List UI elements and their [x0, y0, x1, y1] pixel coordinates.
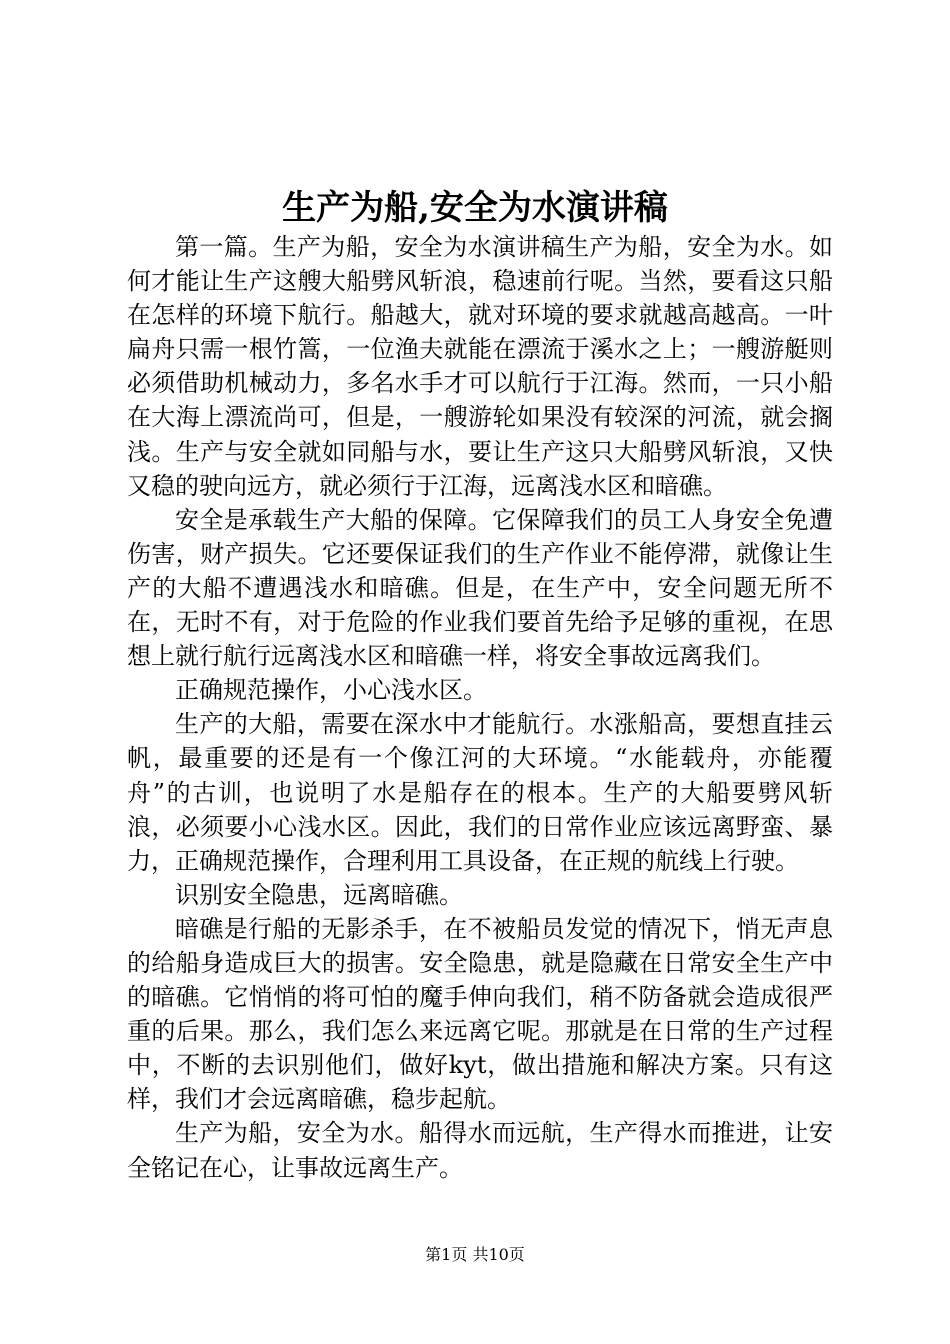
paragraph: 第一篇。生产为船，安全为水演讲稿生产为船，安全为水。如何才能让生产这艘大船劈风斩浪，稳速前行呢。当然，要看这只船在怎样的环境下航行。船越大，就对环境的要求就越高越高。一叶扁舟只需一根竹篙，一位渔夫就能在漂流于溪水之上；一艘游艇则必须借助机械动力，多名水手才可以航行于江海。然而，一只小船在大海上漂流尚可，但是，一艘游轮如果没有较深的河流，就会搁浅。生产与安全就如同船与水，要让生产这只大船劈风斩浪，又快又稳的驶向远方，就必须行于江海，远离浅水区和暗礁。	[127, 233, 833, 500]
document-body	[127, 230, 833, 1185]
paragraph: 正确规范操作，小心浅水区。	[175, 676, 487, 705]
document-title: 生产为船,安全为水演讲稿	[282, 188, 668, 228]
page-number-footer: 第1页 共10页	[425, 1245, 525, 1264]
paragraph: 安全是承载生产大船的保障。它保障我们的员工人身安全免遭伤害，财产损失。它还要保证我们的生产作业不能停滞，就像让生产的大船不遭遇浅水和暗礁。但是，在生产中，安全问题无所不在，无时不有，对于危险的作业我们要首先给予足够的重视，在思想上就行航行远离浅水区和暗礁一样，将安全事故远离我们。	[127, 505, 833, 671]
paragraph: 生产为船，安全为水。船得水而远航，生产得水而推进，让安全铭记在心，让事故远离生产。	[127, 1119, 833, 1182]
paragraph: 识别安全隐患，远离暗礁。	[175, 880, 463, 909]
paragraph: 生产的大船，需要在深水中才能航行。水涨船高，要想直挂云帆，最重要的还是有一个像江河的大环境。“水能载舟，亦能覆舟”的古训，也说明了水是船存在的根本。生产的大船要劈风斩浪，必须要小心浅水区。因此，我们的日常作业应该远离野蛮、暴力，正确规范操作，合理利用工具设备，在正规的航线上行驶。	[127, 710, 833, 875]
paragraph: 暗礁是行船的无影杀手，在不被船员发觉的情况下，悄无声息的给船身造成巨大的损害。安全隐患，就是隐藏在日常安全生产中的暗礁。它悄悄的将可怕的魔手伸向我们，稍不防备就会造成很严重的后果。那么，我们怎么来远离它呢。那就是在日常的生产过程中，不断的去识别他们，做好kyt，做出措施和解决方案。只有这样，我们才会远离暗礁，稳步起航。	[127, 914, 833, 1114]
